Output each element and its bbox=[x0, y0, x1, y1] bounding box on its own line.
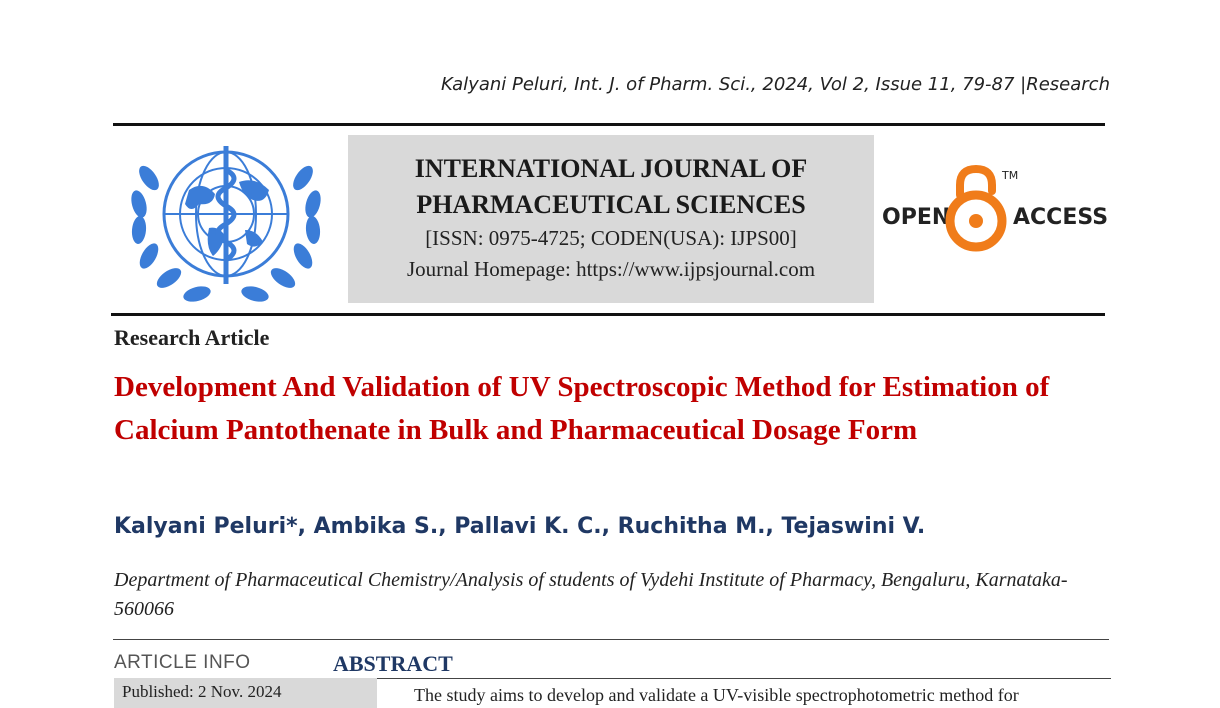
running-header: Kalyani Peluri, Int. J. of Pharm. Sci., 2024, Vol 2, Issue 11, 79-87 |Research bbox=[440, 74, 1110, 95]
header-top-rule bbox=[113, 123, 1105, 126]
open-access-trademark: TM bbox=[1002, 169, 1019, 182]
who-emblem-icon bbox=[127, 138, 325, 304]
article-type: Research Article bbox=[114, 325, 270, 350]
abstract-text: The study aims to develop and validate a UV-visible spectrophotometric method for bbox=[414, 685, 1019, 705]
author-list: Kalyani Peluri*, Ambika S., Pallavi K. C., Ruchitha M., Tejaswini V. bbox=[114, 514, 926, 539]
journal-issn: [ISSN: 0975-4725; CODEN(USA): IJPS00] bbox=[425, 226, 797, 250]
article-info-label: ARTICLE INFO bbox=[114, 652, 251, 673]
open-access-word-access: ACCESS bbox=[1013, 205, 1108, 230]
journal-homepage[interactable]: Journal Homepage: https://www.ijpsjournal.com bbox=[406, 257, 816, 281]
published-date: Published: 2 Nov. 2024 bbox=[122, 682, 282, 701]
article-title: Development And Validation of UV Spectroscopic Method for Estimation of Calcium Pantothenate in Bulk and Pharmaceutical Dosage Form bbox=[114, 371, 1050, 446]
affiliation: Department of Pharmaceutical Chemistry/Analysis of students of Vydehi Institute of Pharmacy, Bengaluru, Karnataka-560066 bbox=[114, 569, 1068, 620]
journal-title-line1: INTERNATIONAL JOURNAL OF bbox=[414, 154, 808, 183]
journal-title-line2: PHARMACEUTICAL SCIENCES bbox=[416, 190, 806, 219]
section-divider bbox=[113, 639, 1109, 640]
open-access-icon bbox=[880, 163, 1108, 253]
abstract-heading: ABSTRACT bbox=[333, 651, 453, 676]
abstract-rule bbox=[333, 678, 1111, 679]
open-access-word-open: OPEN bbox=[882, 205, 951, 230]
header-bottom-rule bbox=[111, 313, 1105, 316]
journal-masthead bbox=[348, 135, 874, 303]
